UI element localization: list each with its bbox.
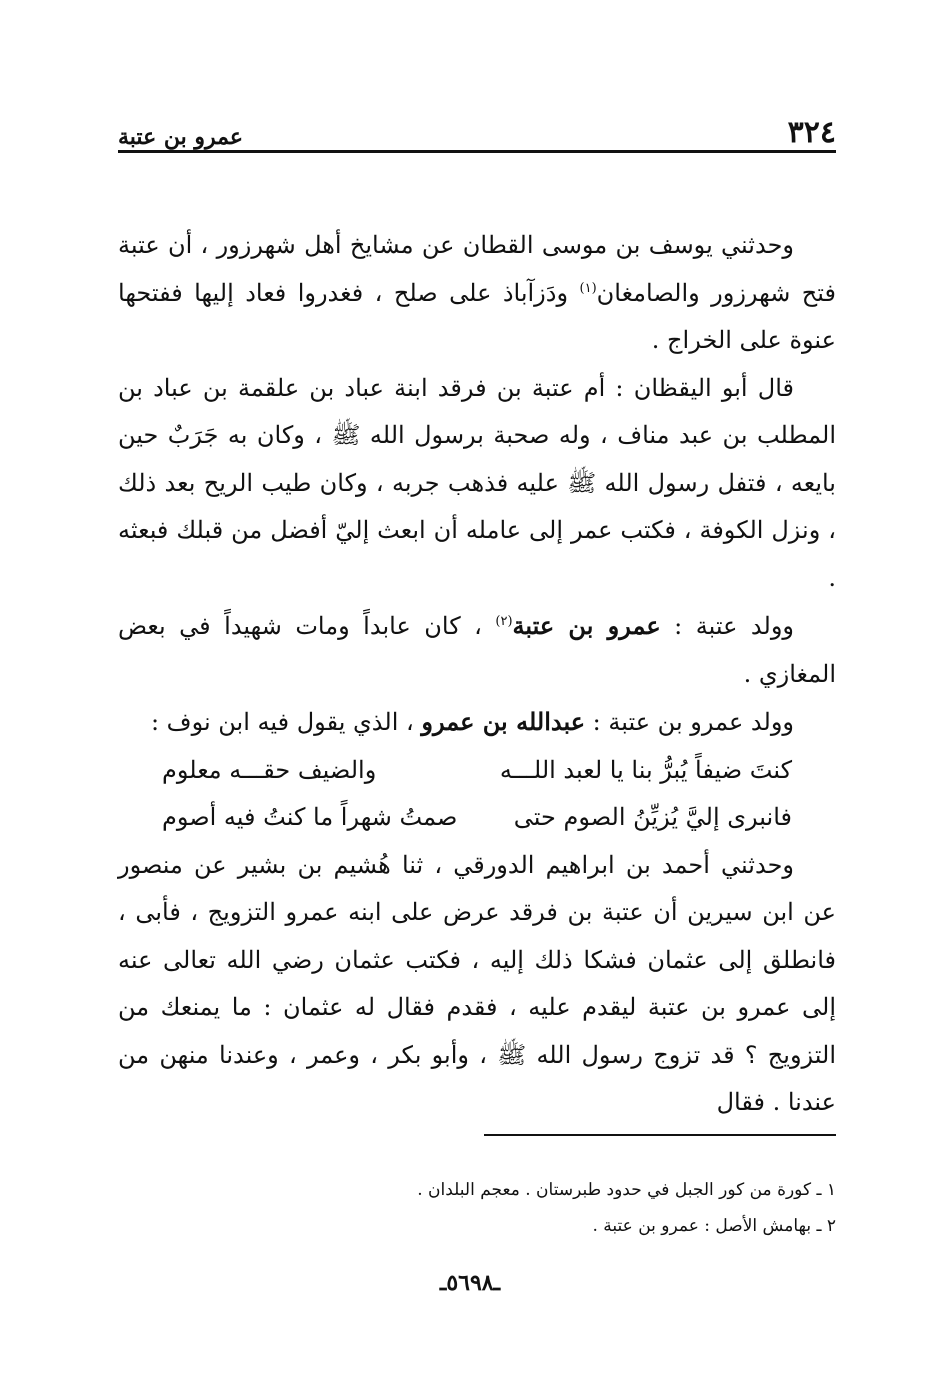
paragraph-2: قال أبو اليقظان : أم عتبة بن فرقد ابنة عباد بن علقمة بن عباد بن المطلب بن عبد مناف ، وله صحبة برسول الله ﷺ ، وكان به جَرَبٌ حين بايعه ، فتفل رسول الله ﷺ عليه فذهب جربه ، وكان طيب الريح بعد ذلك ، ونزل الكوفة ، فكتب عمر إلى عامله أن ابعث إليّ أفضل من قبلك فبعثه . xyxy=(118,373,836,592)
verse-2-first-hemistich: فانبرى إليَّ يُزيِّنُ الصوم حتى xyxy=(513,803,792,831)
paragraph-1 xyxy=(118,222,836,365)
paragraph-1-text: وحدثني يوسف بن موسى القطان عن مشايخ أهل شهرزور ، أن عتبة فتح شهرزور والصامغان xyxy=(118,231,836,307)
page-number-top: ٣٢٤ xyxy=(787,115,836,150)
footnotes xyxy=(118,1172,836,1244)
paragraph-4-start: وولد عمرو بن عتبة : xyxy=(585,708,794,736)
verse-2-second-hemistich: صمتُ شهراً ما كنتُ فيه أصوم xyxy=(162,803,458,831)
verse-line-2 xyxy=(118,794,836,842)
verse-1-second-hemistich: والضيف حقـــه معلوم xyxy=(162,755,377,784)
header-rule xyxy=(118,150,836,153)
paragraph-4-rest: ، الذي يقول فيه ابن نوف : xyxy=(150,708,422,736)
paragraph-3 xyxy=(118,602,836,698)
paragraph-4-name: عبدالله بن عمرو xyxy=(421,707,586,736)
footnote-ref-1: (١) xyxy=(579,280,597,296)
verse-line-1 xyxy=(118,747,836,795)
running-header xyxy=(118,104,836,148)
footnote-1: ١ ـ كورة من كور الجبل في حدود طبرستان . معجم البلدان . xyxy=(417,1180,836,1200)
page-number-bottom: ـ٥٦٩٨ـ xyxy=(439,1270,501,1296)
running-title: عمرو بن عتبة xyxy=(118,124,243,150)
verse-1-first-hemistich: كنتَ ضيفاً يُبرُّ بنا يا لعبد اللـــه xyxy=(499,755,792,784)
footnote-2: ٢ ـ بهامش الأصل : عمرو بن عتبة . xyxy=(592,1216,836,1236)
paragraph-3-name: عمرو بن عتبة xyxy=(512,611,661,640)
footnote-ref-2: (٢) xyxy=(495,614,513,629)
body-text xyxy=(118,222,836,1127)
paragraph-4 xyxy=(118,698,836,747)
paragraph-5: وحدثني أحمد بن ابراهيم الدورقي ، ثنا هُشيم بن بشير عن منصور عن ابن سيرين أن عتبة بن فرقد عرض على ابنه عمرو التزويج ، فأبى ، فانطلق إلى عثمان فشكا ذلك إليه ، فكتب عثمان رضي الله تعالى عنه إلى عمرو بن عتبة ليقدم عليه ، فقدم فقال له عثمان : ما يمنعك من التزويج ؟ قد تزوج رسول الله ﷺ ، وأبو بكر ، وعمر ، وعندنا منهن من عندنا . فقال xyxy=(118,850,836,1116)
paragraph-1-rest: ودَزآباذ على صلح ، فغدروا فعاد إليها ففتحها عنوة على الخراج . xyxy=(118,278,836,354)
footnote-rule xyxy=(484,1134,836,1136)
paragraph-3-rest: ، كان عابداً ومات شهيداً في بعض المغازي . xyxy=(118,612,836,688)
paragraph-3-start: وولد عتبة : xyxy=(660,612,794,640)
